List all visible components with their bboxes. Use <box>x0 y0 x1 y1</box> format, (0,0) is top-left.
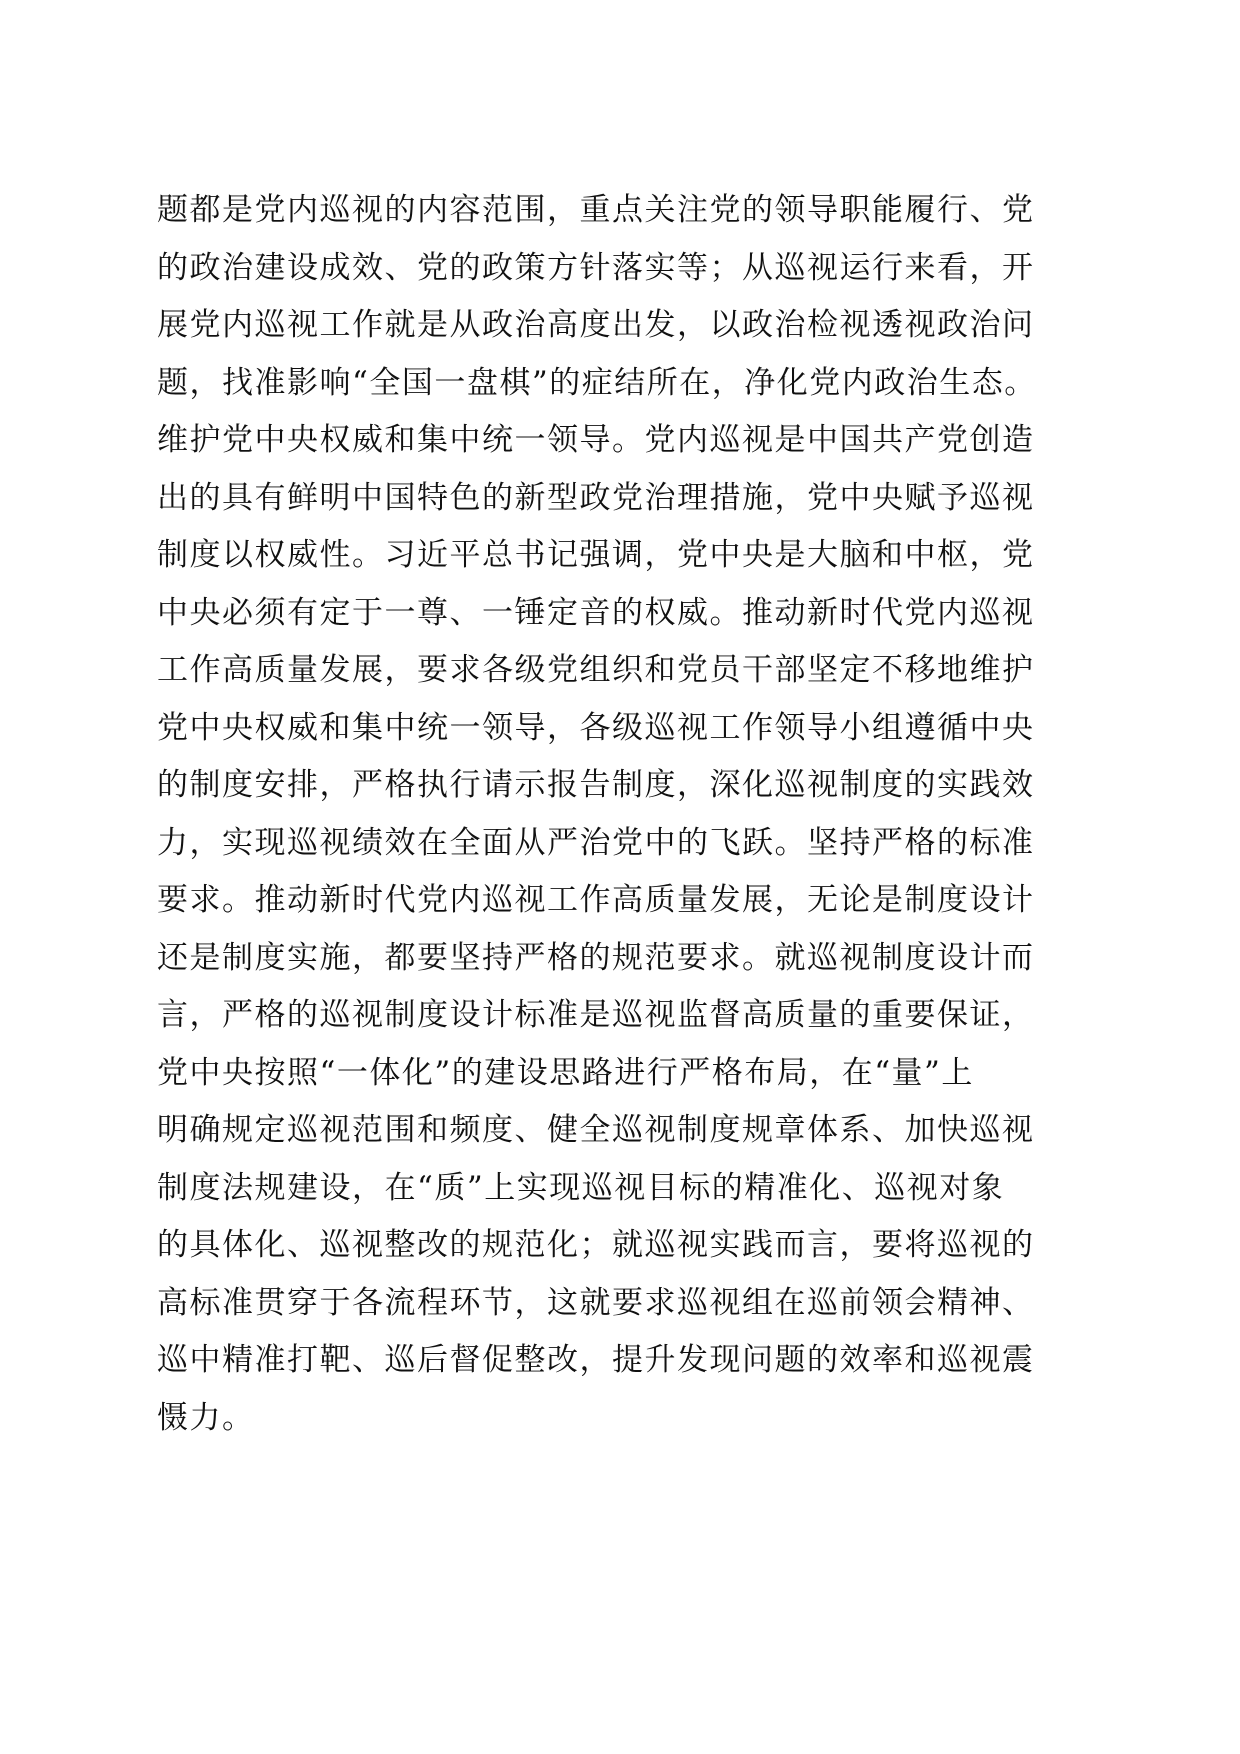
text-line: 高标准贯穿于各流程环节，这就要求巡视组在巡前领会精神、 <box>157 1284 1035 1321</box>
text-line: 力，实现巡视绩效在全面从严治党中的飞跃。坚持严格的标准 <box>157 824 1035 861</box>
text-line: 明确规定巡视范围和频度、健全巡视制度规章体系、加快巡视 <box>157 1112 1035 1148</box>
text-line: 工作高质量发展，要求各级党组织和党员干部坚定不移地维护 <box>157 652 1035 688</box>
text-line: 展党内巡视工作就是从政治高度出发，以政治检视透视政治问 <box>157 307 1035 343</box>
text-line: 中央必须有定于一尊、一锤定音的权威。推动新时代党内巡视 <box>157 594 1035 631</box>
text-line: 维护党中央权威和集中统一领导。党内巡视是中国共产党创造 <box>157 422 1035 458</box>
text-line: 的政治建设成效、党的政策方针落实等；从巡视运行来看，开 <box>157 249 1035 286</box>
body-text <box>157 182 1157 1447</box>
text-line: 言，严格的巡视制度设计标准是巡视监督高质量的重要保证， <box>157 997 1035 1033</box>
text-line: 巡中精准打靶、巡后督促整改，提升发现问题的效率和巡视震 <box>157 1342 1035 1378</box>
text-line: 慑力。 <box>157 1399 255 1436</box>
text-line: 制度法规建设，在“质”上实现巡视目标的精准化、巡视对象 <box>157 1169 1005 1206</box>
text-line: 题，找准影响“全国一盘棋”的症结所在，净化党内政治生态。 <box>157 364 1037 401</box>
text-line: 的具体化、巡视整改的规范化；就巡视实践而言，要将巡视的 <box>157 1227 1035 1263</box>
text-line: 还是制度实施，都要坚持严格的规范要求。就巡视制度设计而 <box>157 939 1035 976</box>
text-line: 党中央权威和集中统一领导，各级巡视工作领导小组遵循中央 <box>157 709 1035 746</box>
text-line: 题都是党内巡视的内容范围，重点关注党的领导职能履行、党 <box>157 192 1035 228</box>
text-line: 制度以权威性。习近平总书记强调，党中央是大脑和中枢，党 <box>157 537 1035 573</box>
text-line: 的制度安排，严格执行请示报告制度，深化巡视制度的实践效 <box>157 767 1035 803</box>
text-line: 要求。推动新时代党内巡视工作高质量发展，无论是制度设计 <box>157 882 1035 918</box>
text-line: 出的具有鲜明中国特色的新型政党治理措施，党中央赋予巡视 <box>157 479 1035 516</box>
text-line: 党中央按照“一体化”的建设思路进行严格布局，在“量”上 <box>157 1054 974 1091</box>
